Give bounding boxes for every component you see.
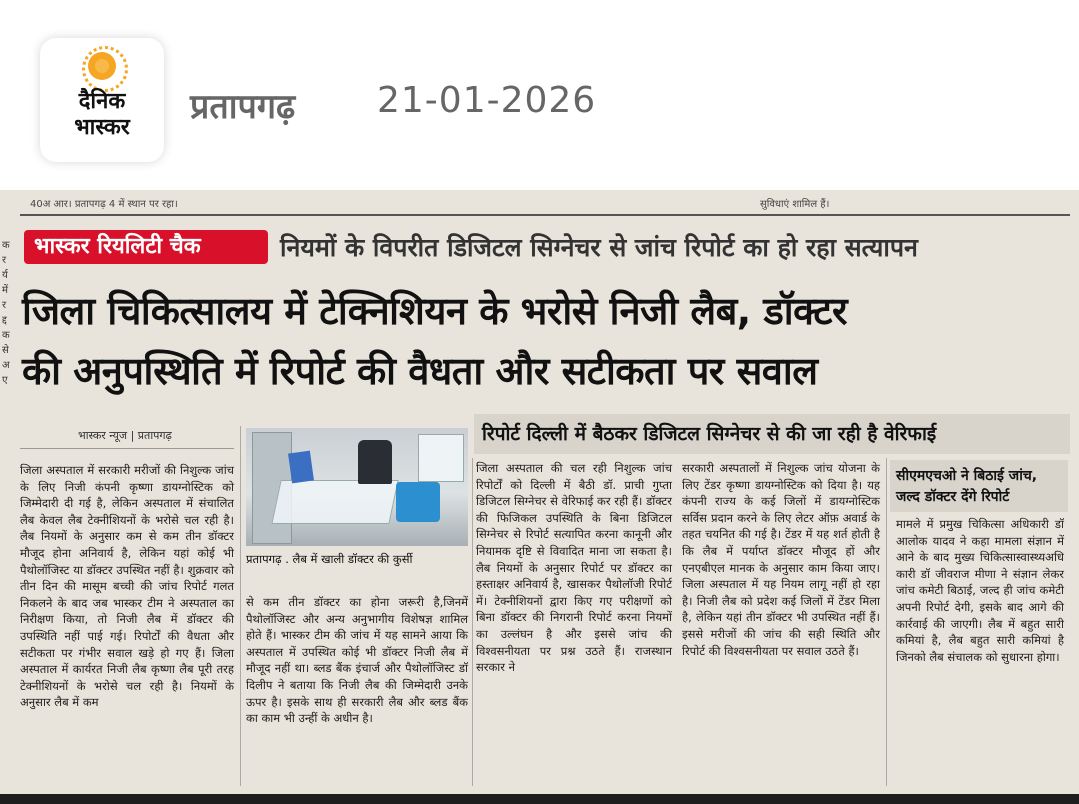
sidebar-headline-line1: सीएमएचओ ने बिठाई जांच, (896, 468, 1038, 484)
sun-icon (88, 52, 116, 80)
column-divider (240, 426, 241, 786)
sidebar-headline-line2: जल्द डॉक्टर देंगे रिपोर्ट (896, 489, 1010, 505)
photo-blue-folder (288, 451, 314, 484)
photo-caption: प्रतापगढ़ . लैब में खाली डॉक्टर की कुर्सी (246, 548, 468, 570)
bottom-band (0, 794, 1079, 804)
cut-text-right: सुविधाएं शामिल हैं। (760, 199, 830, 210)
column-4-text: सरकारी अस्पतालों में निशुल्क जांच योजना के लिए टेंडर कृष्णा डायग्नोस्टिक को दिया है। यह कंपनी राज्य के कई जिलों में डायग्नोस्टिक सर्विस प्रदान करने के लिए लेटर ऑफ़ अवार्ड के तहत चयनित की गई है। टेंडर में यह शर्त होती है कि लैब में पर्याप्त डॉक्टर मौजूद हों और एनएबीएल मानक के अनुसार काम किया जाए। जिला अस्पताल में यह नियम लागू नहीं हो रहा है। निजी लैब को प्रदेश कई जिलों में टेंडर मिला है, लेकिन यहां तीन डॉक्टर भी उपस्थित नहीं हैं। इससे मरीजों की जांच की सही स्थिति और रिपोर्ट की विश्वसनीयता पर सवाल उठते हैं। (682, 461, 880, 658)
sidebar-headline (890, 460, 1068, 512)
byline-divider (20, 448, 234, 449)
article-column-2 (246, 594, 468, 727)
photo-blue-chair (396, 482, 440, 522)
left-edge-fragment: क र र्य में र द्द क से अ ए (2, 240, 10, 386)
column-3-text: जिला अस्पताल की चल रही निशुल्क जांच रिपोर्टों को दिल्ली में बैठी डॉ. प्राची गुप्ता डिजिटल सिग्नेचर से वेरिफाई कर रही हैं। डॉक्टर की फिजिकल उपस्थिति के बिना डिजिटल सिग्नेचर से रिपोर्ट सत्यापित करना कानूनी और नियामक दृष्टि से विवादित माना जा सकता है। लैब नियमों के अनुसार रिपोर्ट पर डॉक्टर का हस्ताक्षर अनिवार्य है, खासकर पैथोलॉजी रिपोर्ट में। टेक्नीशियनों द्वारा किए गए परीक्षणों को बिना डॉक्टर की निगरानी रिपोर्ट करना नियमों का उल्लंघन है और इससे जांच की विश्वसनीयता पर प्रश्न उठते हैं। राजस्थान सरकार ने (476, 461, 672, 675)
column-1-text: जिला अस्पताल में सरकारी मरीजों की निशुल्क जांच के लिए निजी कंपनी कृष्णा डायग्नोस्टिक को जिम्मेदारी दी गई है, लेकिन अस्पताल में संचालित लैब केवल लैब टेक्नीशियनों के भरोसे चल रही है। लैब नियमों के अनुसार कम से कम तीन डॉक्टर मौजूद होना अनिवार्य है, लेकिन यहां कोई भी पैथोलॉजिस्ट या डॉक्टर उपस्थित नहीं है। शुक्रवार को तीन दिन की मासूम बच्ची की जांच रिपोर्ट गलत निकलने के बाद जब भास्कर टीम ने अस्पताल का निरीक्षण किया, तो निजी लैब में डॉक्टर की उपस्थिति नहीं पाई गई। रिपोर्टों की वैधता और सटीकता पर गंभीर सवाल खड़े हो गए हैं। जिला अस्पताल में कार्यरत निजी लैब कृष्णा लैब पूरी तरह टेक्नीशियनों के भरोसे चल रही है। नियमों के अनुसार लैब में कम (20, 463, 234, 710)
edition-city: प्रतापगढ़ (190, 87, 296, 127)
photo-empty-chair (358, 440, 392, 484)
reality-check-kicker: भास्कर रियलिटी चैक (24, 230, 268, 264)
subheadline-band (474, 414, 1070, 454)
app-header (0, 0, 1079, 190)
top-rule (20, 214, 1070, 216)
photo-window (418, 434, 464, 482)
byline: भास्कर न्यूज | प्रतापगढ़ (78, 429, 172, 442)
lab-photo (246, 428, 468, 546)
article-column-3 (476, 460, 672, 676)
column-2-text: से कम तीन डॉक्टर का होना जरूरी है,जिनमें पैथोलॉजिस्ट और अन्य अनुभागीय विशेषज्ञ शामिल होते हैं। भास्कर टीम की जांच में यह सामने आया कि अस्पताल में उपस्थित कोई भी डॉक्टर निजी लैब में मौजूद नहीं था। ब्लड बैंक इंचार्ज और पैथोलॉजिस्ट डॉ दिलीप ने बताया कि निजी लैब की जिम्मेदारी उनके ऊपर है। इसके साथ ही सरकारी लैब और ब्लड बैंक का काम भी उन्हीं के अधीन है। (246, 595, 468, 726)
article-column-5 (896, 516, 1064, 665)
subheadline-text: रिपोर्ट दिल्ली में बैठकर डिजिटल सिग्नेचर से की जा रही है वेरिफाई (482, 423, 937, 445)
logo-line2: भास्कर (74, 115, 130, 140)
column-divider (472, 458, 473, 786)
cut-text-left: 40अ आर। प्रतापगढ़ 4 में स्थान पर रहा। (30, 199, 178, 210)
logo-line1: दैनिक (78, 89, 126, 114)
edition-date: 21-01-2026 (377, 80, 597, 121)
headline-line2: की अनुपस्थिति में रिपोर्ट की वैधता और सटीकता पर सवाल (22, 349, 818, 393)
headline-line1: जिला चिकित्सालय में टेक्निशियन के भरोसे निजी लैब, डॉक्टर (22, 289, 848, 333)
column-divider (886, 458, 887, 786)
newspaper-clipping[interactable] (0, 190, 1079, 794)
kicker-subheadline: नियमों के विपरीत डिजिटल सिग्नेचर से जांच रिपोर्ट का हो रहा सत्यापन (280, 233, 918, 262)
photo-glass-desk (271, 480, 398, 524)
dainik-bhaskar-logo[interactable] (40, 38, 164, 162)
article-column-1 (20, 462, 234, 711)
article-column-4 (682, 460, 880, 659)
column-5-text: मामले में प्रमुख चिकित्सा अधिकारी डॉ आलोक यादव ने कहा मामला संज्ञान में आने के बाद मुख्य चिकित्सास्वास्थ्यअधि कारी डॉ जीवराज मीणा ने संज्ञान लेकर जांच कमेटी बिठाई, जल्द ही जांच कमेटी अपनी रिपोर्ट देगी, इसके बाद आगे की कार्रवाई की जाएगी। लैब में बहुत सारी कमियां है, लैब बहुत सारी कमियां है जिनको लैब संचालक को सुधारना होगा। (896, 517, 1064, 664)
